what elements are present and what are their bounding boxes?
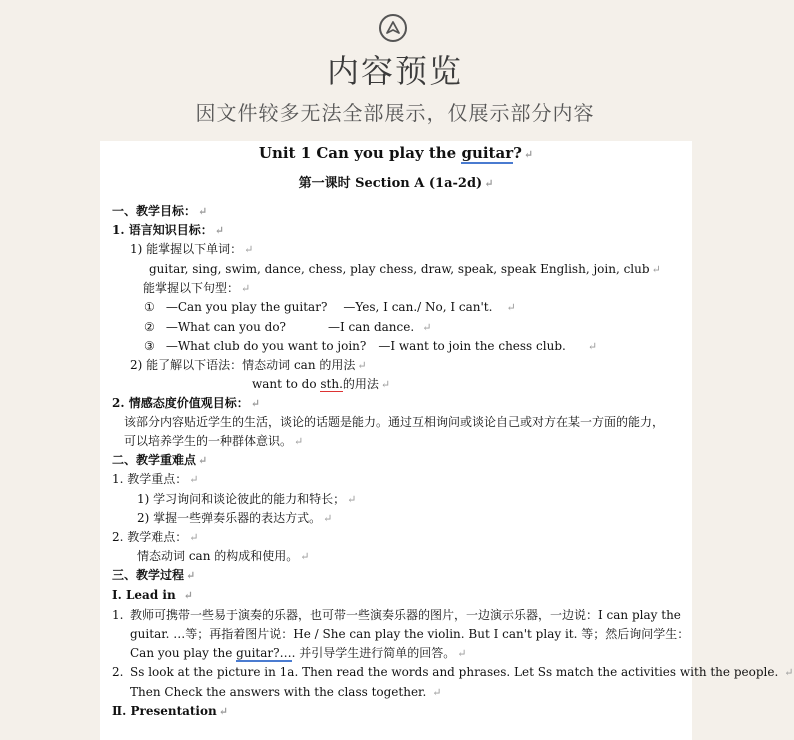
paragraph-line: Ss look at the picture in 1a. Then read the words and phrases. Let Ss match the activities with the people. ↵: [130, 665, 794, 679]
paragraph-line: 该部分内容贴近学生的生活，谈论的话题是能力。通过互相询问或谈论自己或对方在某一方面的能力，: [124, 415, 665, 429]
paragraph-line: Can you play the guitar?…. 并引导学生进行简单的回答。 ↵: [130, 646, 467, 660]
list-item: 情态动词 can 的构成和使用。 ↵: [137, 549, 310, 563]
subsection-heading: Ⅱ. Presentation ↵: [112, 704, 228, 718]
word-list: guitar, sing, swim, dance, chess, play chess, draw, speak, speak English, join, club ↵: [149, 262, 661, 276]
section-heading: 一、教学目标： ↵: [112, 204, 208, 218]
sentence-pattern: ① —Can you play the guitar? —Yes, I can./ No, I can't. ↵: [144, 300, 516, 314]
list-number: 2.: [112, 665, 124, 679]
document-subtitle: 第一课时 Section A (1a-2d) ↵: [298, 176, 494, 191]
list-item: 能掌握以下句型： ↵: [143, 281, 251, 295]
sentence-pattern: ② —What can you do? —I can dance. ↵: [144, 320, 432, 334]
list-item: 1) 能掌握以下单词： ↵: [130, 242, 254, 256]
document-page: [100, 141, 794, 740]
list-item: want to do sth.的用法 ↵: [252, 377, 391, 391]
paragraph-line: Then Check the answers with the class together. ↵: [130, 685, 442, 699]
sentence-pattern: ③ —What club do you want to join? —I want to join the chess club. ↵: [144, 339, 598, 353]
list-item: 2) 能了解以下语法：情态动词 can 的用法 ↵: [130, 358, 367, 372]
list-item: 2. 教学难点： ↵: [112, 530, 199, 544]
list-number: 1.: [112, 608, 124, 622]
subsection-heading: 1. 语言知识目标： ↵: [112, 223, 224, 237]
preview-subtitle: 因文件较多无法全部展示，仅展示部分内容: [195, 101, 595, 125]
subsection-heading: Ⅰ. Lead in ↵: [112, 588, 193, 602]
subsection-heading: 2. 情感态度价值观目标： ↵: [112, 396, 260, 410]
preview-title: 内容预览: [326, 52, 463, 90]
document-title: Unit 1 Can you play the guitar? ↵: [258, 144, 534, 162]
list-item: 2) 掌握一些弹奏乐器的表达方式。 ↵: [137, 511, 333, 525]
section-heading: 三、教学过程 ↵: [112, 568, 196, 582]
paragraph-line: 教师可携带一些易于演奏的乐器，也可带一些演奏乐器的图片，一边演示乐器，一边说：I can play the: [130, 608, 681, 622]
list-item: 1) 学习询问和谈论彼此的能力和特长； ↵: [137, 492, 357, 506]
up-arrow-circle-icon: [379, 14, 407, 42]
list-item: 1. 教学重点： ↵: [112, 472, 199, 486]
paragraph-line: 可以培养学生的一种群体意识。 ↵: [124, 434, 304, 448]
paragraph-line: guitar. …等；再指着图片说：He / She can play the violin. But I can't play it. 等；然后询问学生：: [130, 627, 690, 641]
preview-header: [0, 0, 790, 140]
section-heading: 二、教学重难点 ↵: [112, 453, 208, 467]
